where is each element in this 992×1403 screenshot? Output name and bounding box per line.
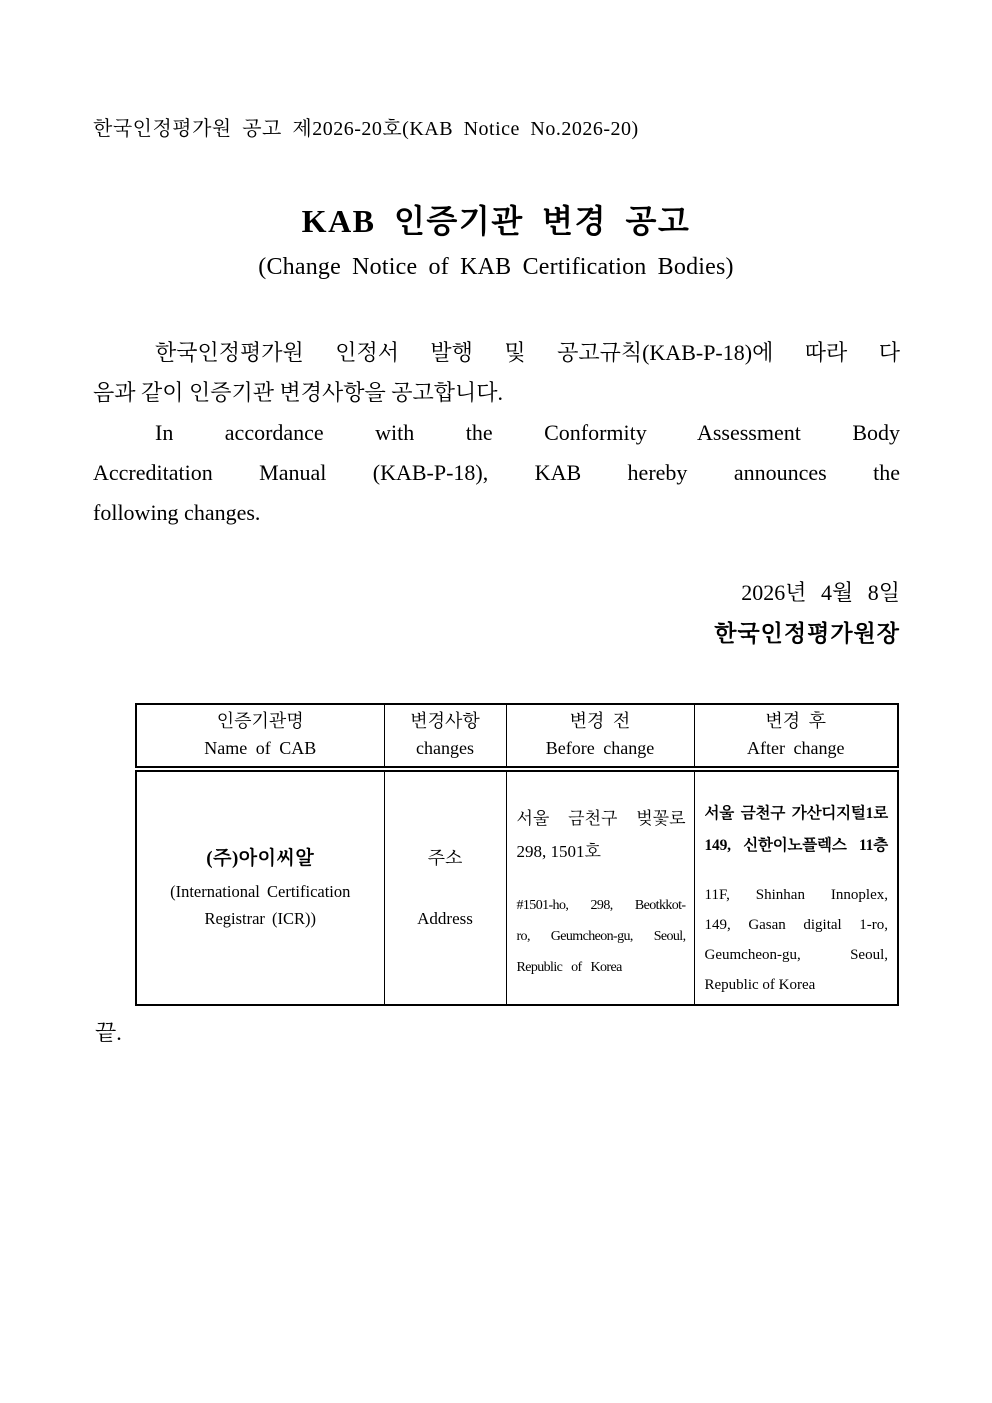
body-paragraphs — [93, 333, 900, 533]
header-cell-after-change — [694, 704, 898, 769]
cell-change-item — [384, 769, 506, 1005]
change-item-korean: 주소 — [427, 848, 463, 868]
before-address-korean-line-2: 298, 1501호 — [516, 842, 601, 861]
english-paragraph-line-3: following changes. — [93, 500, 261, 525]
after-address-english-line-2: 149, Gasan digital 1-ro, — [704, 917, 888, 933]
header-cell-changes — [384, 704, 506, 769]
signature-kab-president: 한국인정평가원장 — [714, 621, 900, 646]
header-name-english: Name of CAB — [204, 738, 317, 758]
after-address-english-line-3: Geumcheon-gu, Seoul, — [704, 947, 888, 963]
header-name-korean: 인증기관명 — [216, 711, 304, 731]
english-paragraph-line-2: Accreditation Manual (KAB-P-18), KAB hereby announces the — [93, 460, 900, 485]
after-address-korean-line-1: 서울 금천구 가산디지털1로 — [704, 805, 888, 822]
header-after-english: After change — [747, 738, 845, 758]
header-changes-korean: 변경사항 — [410, 711, 480, 731]
notice-number-line: 한국인정평가원 공고 제2026-20호(KAB Notice No.2026-20) — [93, 118, 639, 140]
header-cell-before-change — [506, 704, 694, 769]
table-header-row — [136, 704, 898, 769]
table-data-row — [136, 769, 898, 1005]
cab-name-korean: (주)아이씨알 — [206, 847, 315, 869]
english-paragraph-line-1: In accordance with the Conformity Assessment Body — [155, 420, 900, 445]
notice-date: 2026년 4월 8일 — [741, 580, 900, 605]
cell-after-change — [694, 769, 898, 1005]
document-title-korean: KAB 인증기관 변경 공고 — [301, 203, 691, 239]
change-notice-table — [135, 703, 899, 1006]
header-changes-english: changes — [416, 738, 474, 758]
change-item-english: Address — [417, 909, 473, 928]
before-change-content — [507, 772, 694, 983]
header-before-korean: 변경 전 — [569, 711, 631, 731]
korean-paragraph-line-1: 한국인정평가원 인정서 발행 및 공고규칙(KAB-P-18)에 따라 다 — [155, 340, 900, 365]
header-after-korean: 변경 후 — [765, 711, 827, 731]
cell-before-change — [506, 769, 694, 1005]
before-address-english-line-3: Republic of Korea — [516, 960, 622, 975]
document-title-english: (Change Notice of KAB Certification Bodies) — [258, 254, 734, 280]
after-change-content — [695, 772, 898, 1000]
cell-cab-name — [136, 769, 384, 1005]
after-address-english-line-1: 11F, Shinhan Innoplex, — [704, 887, 888, 903]
cab-name-english-line-2: Registrar (ICR)) — [204, 908, 317, 928]
korean-paragraph-line-2: 음과 같이 인증기관 변경사항을 공고합니다. — [93, 380, 504, 405]
before-address-english-line-2: ro, Geumcheon-gu, Seoul, — [516, 929, 686, 944]
end-mark: 끝. — [95, 1020, 122, 1045]
after-address-english-line-4: Republic of Korea — [704, 977, 816, 993]
before-address-english-line-1: #1501-ho, 298, Beotkkot- — [516, 898, 686, 913]
cab-name-english-line-1: (International Certification — [170, 881, 351, 901]
header-before-english: Before change — [545, 738, 655, 758]
header-cell-name-of-cab — [136, 704, 384, 769]
before-address-korean-line-1: 서울 금천구 벚꽃로 — [516, 809, 686, 828]
after-address-korean-line-2: 149, 신한이노플렉스 11층 — [704, 837, 888, 854]
